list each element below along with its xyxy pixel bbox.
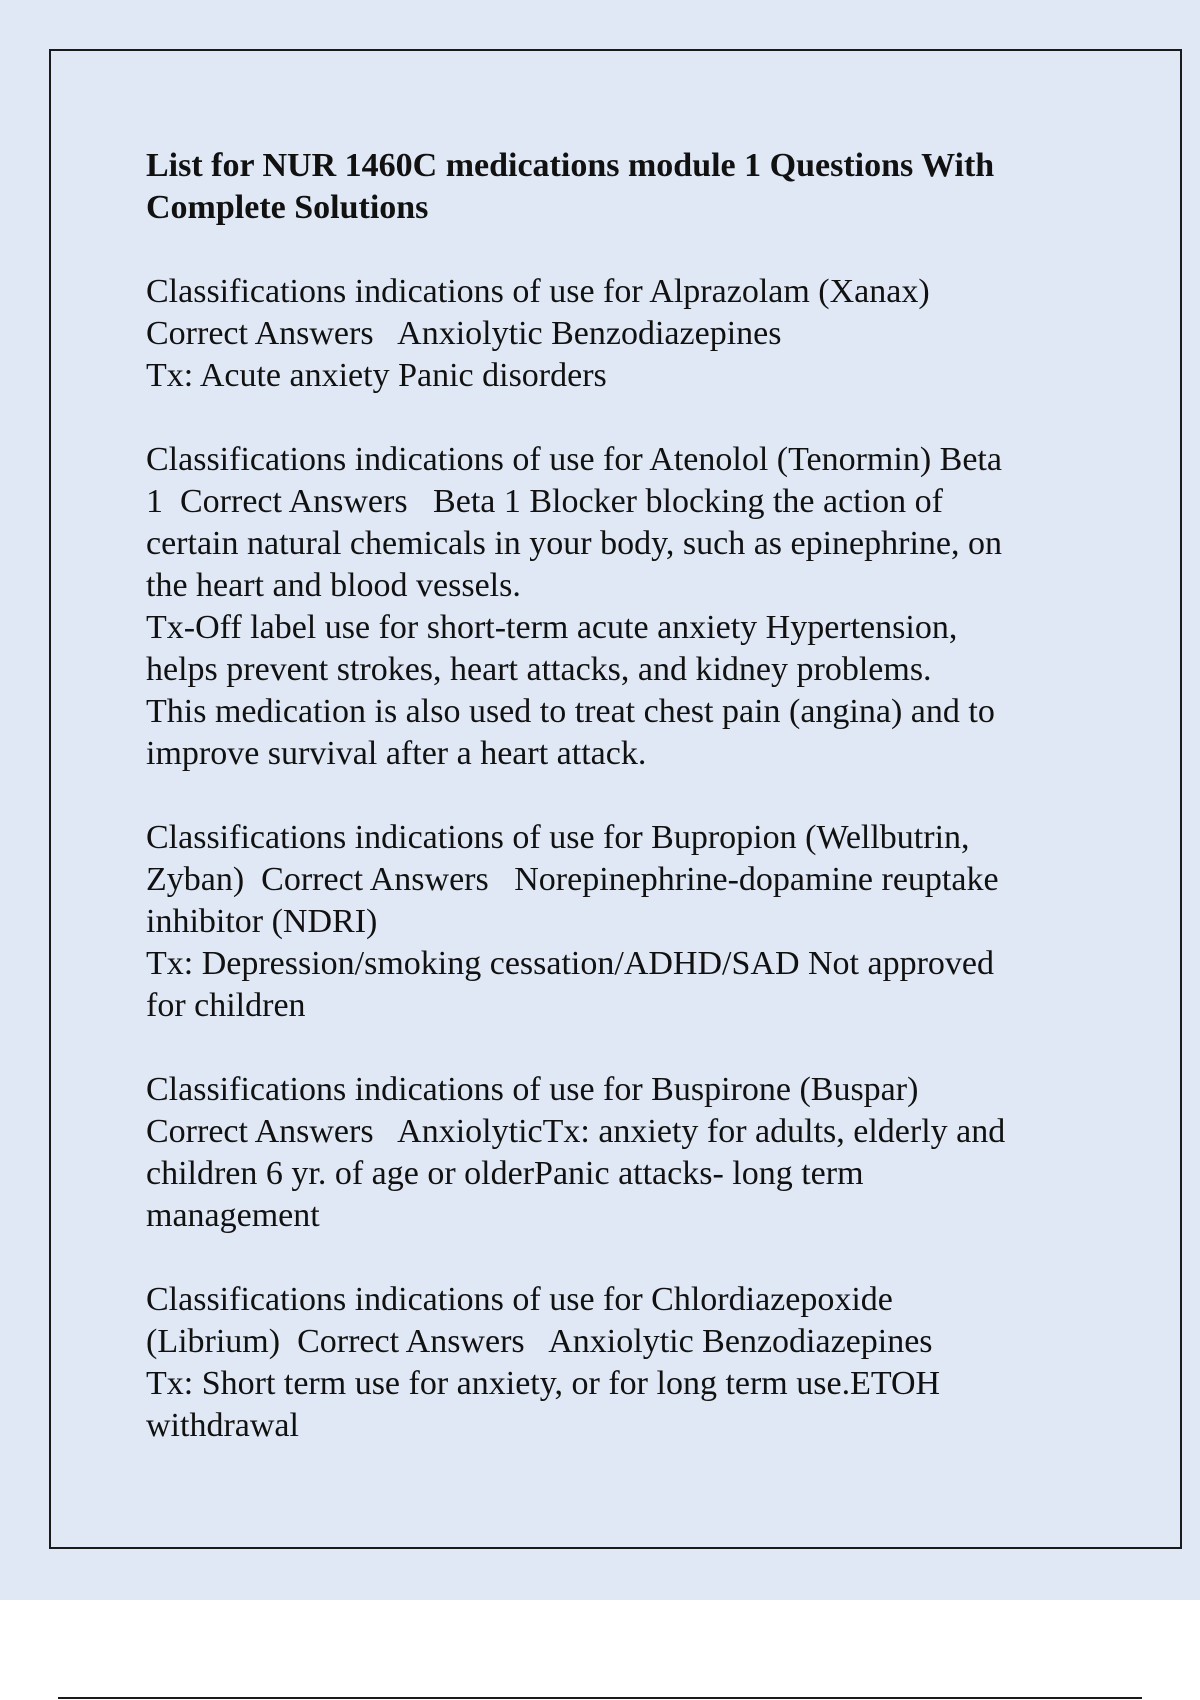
- qa-entry-chlordiazepoxide: [146, 1279, 1086, 1447]
- entry-line: certain natural chemicals in your body, such as epinephrine, on: [146, 525, 1003, 562]
- entry-line: Correct Answers Anxiolytic Benzodiazepines: [146, 315, 782, 352]
- qa-entry-buspirone: [146, 1069, 1086, 1237]
- footer-divider: [58, 1697, 1142, 1699]
- entry-line: Classifications indications of use for Bupropion (Wellbutrin,: [146, 819, 970, 856]
- entry-line: Classifications indications of use for Buspirone (Buspar): [146, 1071, 919, 1108]
- entry-line: 1 Correct Answers Beta 1 Blocker blocking the action of: [146, 483, 943, 520]
- entry-line: Zyban) Correct Answers Norepinephrine-dopamine reuptake: [146, 861, 999, 898]
- entry-line: Tx: Depression/smoking cessation/ADHD/SAD Not approved: [146, 945, 995, 982]
- entry-line: Tx-Off label use for short-term acute anxiety Hypertension,: [146, 609, 958, 646]
- qa-entry-bupropion: [146, 817, 1086, 1027]
- entry-line: Tx: Acute anxiety Panic disorders: [146, 357, 607, 394]
- entry-line: Correct Answers AnxiolyticTx: anxiety for adults, elderly and: [146, 1113, 1006, 1150]
- entry-line: Classifications indications of use for Atenolol (Tenormin) Beta: [146, 441, 1002, 478]
- qa-entry-alprazolam: [146, 271, 1086, 397]
- entry-line: the heart and blood vessels.: [146, 567, 521, 604]
- entry-line: withdrawal: [146, 1407, 299, 1444]
- title-line: Complete Solutions: [146, 189, 429, 226]
- entry-line: management: [146, 1197, 320, 1234]
- entry-line: children 6 yr. of age or olderPanic attacks- long term: [146, 1155, 864, 1192]
- entry-line: helps prevent strokes, heart attacks, and kidney problems.: [146, 651, 932, 688]
- entry-line: inhibitor (NDRI): [146, 903, 378, 940]
- entry-line: (Librium) Correct Answers Anxiolytic Benzodiazepines: [146, 1323, 933, 1360]
- document-content: [146, 145, 1086, 1489]
- entry-line: improve survival after a heart attack.: [146, 735, 647, 772]
- entry-line: for children: [146, 987, 306, 1024]
- title-line: List for NUR 1460C medications module 1 Questions With: [146, 147, 995, 184]
- entry-line: This medication is also used to treat chest pain (angina) and to: [146, 693, 995, 730]
- qa-entry-atenolol: [146, 439, 1086, 775]
- entry-line: Classifications indications of use for Alprazolam (Xanax): [146, 273, 930, 310]
- document-title: [146, 145, 1086, 229]
- entry-line: Classifications indications of use for Chlordiazepoxide: [146, 1281, 893, 1318]
- entry-line: Tx: Short term use for anxiety, or for long term use.ETOH: [146, 1365, 941, 1402]
